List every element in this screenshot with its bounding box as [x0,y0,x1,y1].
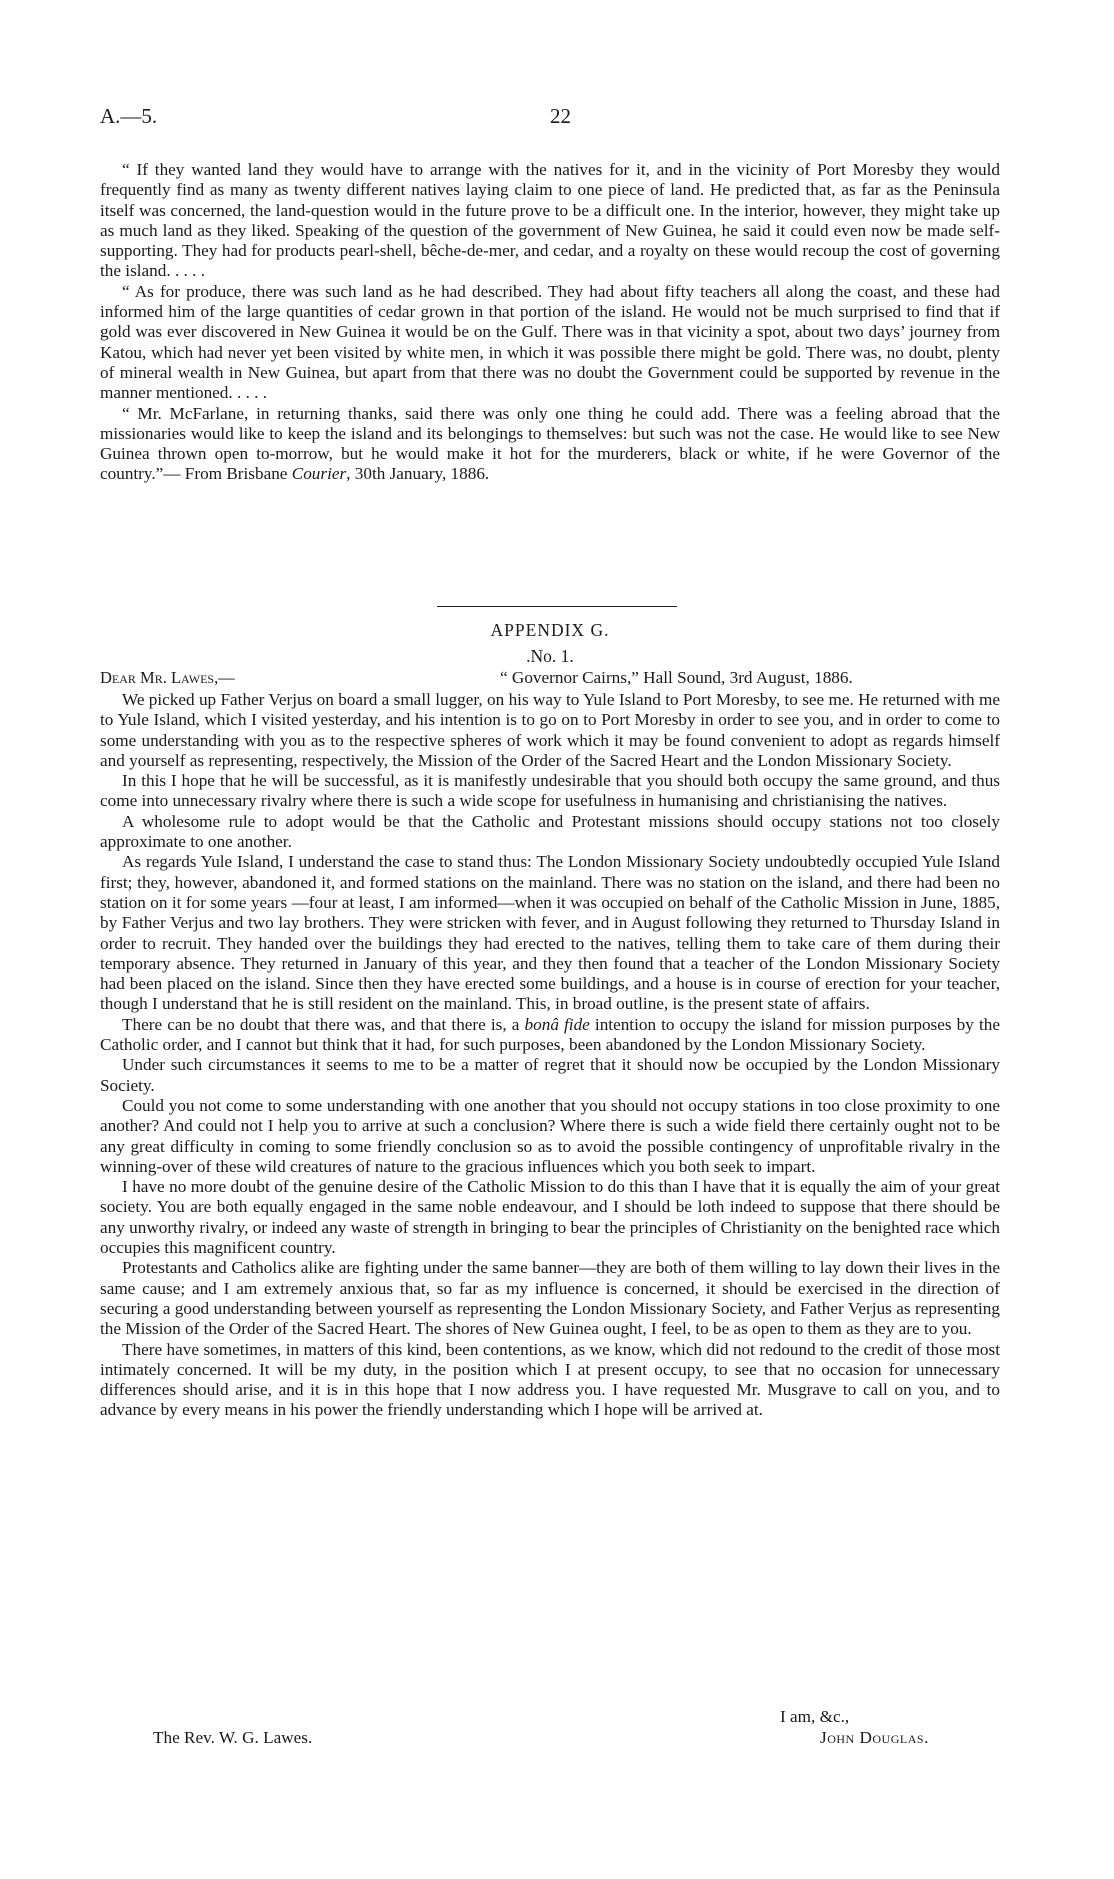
section-divider [437,606,677,607]
document-reference: A.—5. [100,104,158,128]
appendix-number: .No. 1. [526,646,574,666]
letter-paragraph: A wholesome rule to adopt would be that the Catholic and Protestant missions should occupy stations not too closely approximate to one another. [100,811,1000,852]
letter-paragraph: Under such circumstances it seems to me to be a matter of regret that it should now be occupied by the London Missionary Society. [100,1055,1000,1095]
quote-paragraph: “ As for produce, there was such land as he had described. They had about fifty teachers all along the coast, and these had informed him of the large quantities of cedar grown in that portion of the island. He would not be much surprised to find that if gold was ever discovered in New Guinea it would be on the Gulf. There was in that vicinity a spot, about two days’ journey from Katou, which had never yet been visited by white men, in which it was possible there might be gold. There was, no doubt, plenty of mineral wealth in New Guinea, but apart from that there was no doubt the Government could be supported by revenue in the manner mentioned. . . . . [100,281,1000,403]
page-header [100,104,1000,134]
letter-salutation: Dear Mr. Lawes,— [100,668,235,687]
quote-paragraph: “ Mr. McFarlane, in returning thanks, said there was only one thing he could add. There was a feeling abroad that the missionaries would like to keep the island and its belongings to themselves: but such was not the case. He would like to see New Guinea thrown open to-morrow, but he would make it hot for the murderers, black or white, if he were Governor of the country.”— From Brisbane Courier, 30th January, 1886. [100,403,1000,484]
letter-paragraph: I have no more doubt of the genuine desire of the Catholic Mission to do this than I have that it is equally the aim of your great society. You are both equally engaged in the same noble endeavour, and I should be loth indeed to suppose that there should be any unworthy rivalry, or indeed any waste of strength in bringing to bear the principles of Christianity on the benighted race which occupies this magnificent country. [100,1177,1000,1258]
appendix-title: APPENDIX G. [490,620,610,640]
letter-dateline: “ Governor Cairns,” Hall Sound, 3rd August, 1886. [500,668,853,687]
letter-closing: I am, &c., [780,1707,850,1726]
letter-paragraph: In this I hope that he will be successful, as it is manifestly undesirable that you should both occupy the same ground, and thus come into unnecessary rivalry where there is such a wide scope for usefulness in humanising and christianising the natives. [100,771,1000,811]
page-number: 22 [550,104,571,128]
letter-paragraph: There have sometimes, in matters of this kind, been contentions, as we know, which did not redound to the credit of those most intimately concerned. It will be my duty, in the position which I at present occupy, to see that no occasion for unnecessary differences should arise, and it is in this hope that I now address you. I have requested Mr. Musgrave to call on you, and to advance by every means in his power the friendly understanding which I hope will be arrived at. [100,1339,1000,1420]
letter-paragraph: There can be no doubt that there was, and that there is, a bonâ fide intention to occupy the island for mission purposes by the Catholic order, and I cannot but think that it had, for such purposes, been abandoned by the London Missionary Society. [100,1014,1000,1055]
letter-paragraph: We picked up Father Verjus on board a small lugger, on his way to Yule Island to Port Moresby, to see me. He returned with me to Yule Island, which I visited yesterday, and his intention is to go on to Port Moresby in order to see you, and in order to come to some understanding with you as to the respective spheres of work which it may be found convenient to adopt as regards himself and yourself as representing, respectively, the Mission of the Order of the Sacred Heart and the London Missionary Society. [100,690,1000,770]
letter-paragraph: Protestants and Catholics alike are fighting under the same banner—they are both of them willing to lay down their lives in the same cause; and I am extremely anxious that, so far as my influence is concerned, it should be exercised in the direction of securing a good understanding between yourself as representing the London Missionary Society, and Father Verjus as representing the Mission of the Order of the Sacred Heart. The shores of New Guinea ought, I feel, to be as open to them as they are to you. [100,1258,1000,1339]
letter-signature: John Douglas. [820,1728,929,1747]
quote-paragraph: “ If they wanted land they would have to arrange with the natives for it, and in the vicinity of Port Moresby they would frequently find as many as twenty different natives laying claim to one piece of land. He predicted that, as far as the Peninsula itself was concerned, the land-question would in the future prove to be a difficult one. In the interior, however, they might take up as much land as they liked. Speaking of the question of the government of New Guinea, he said it could even now be made self-supporting. They had for products pearl-shell, bêche-de-mer, and cedar, and a royalty on these would recoup the cost of governing the island. . . . . [100,160,1000,281]
letter-paragraph: Could you not come to some understanding with one another that you should not occupy stations in too close proximity to one another? And could not I help you to arrive at such a conclusion? Where there is such a wide field there certainly ought not to be any great difficulty in coming to some friendly conclusion so as to avoid the possible contingency of unprofitable rivalry in the winning-over of these wild creatures of nature to the gracious influences which you both seek to impart. [100,1095,1000,1176]
quoted-speech [100,160,1000,485]
letter-recipient: The Rev. W. G. Lawes. [153,1728,313,1747]
letter-paragraph: As regards Yule Island, I understand the case to stand thus: The London Missionary Society undoubtedly occupied Yule Island first; they, however, abandoned it, and formed stations on the mainland. There was no station on the island, and there had been no station on it for some years —four at least, I am informed—when it was occupied on behalf of the Catholic Mission in June, 1885, by Father Verjus and two lay brothers. They were stricken with fever, and in August following they returned to Thursday Island in order to recruit. They handed over the buildings they had erected to the natives, telling them to take care of them during their temporary absence. They returned in January of this year, and they then found that a teacher of the London Missionary Society had been placed on the island. Since then they have erected some buildings, and a house is in course of erection for your teacher, though I understand that he is still resident on the mainland. This, in broad outline, is the present state of affairs. [100,852,1000,1014]
letter-body [100,690,1000,1421]
